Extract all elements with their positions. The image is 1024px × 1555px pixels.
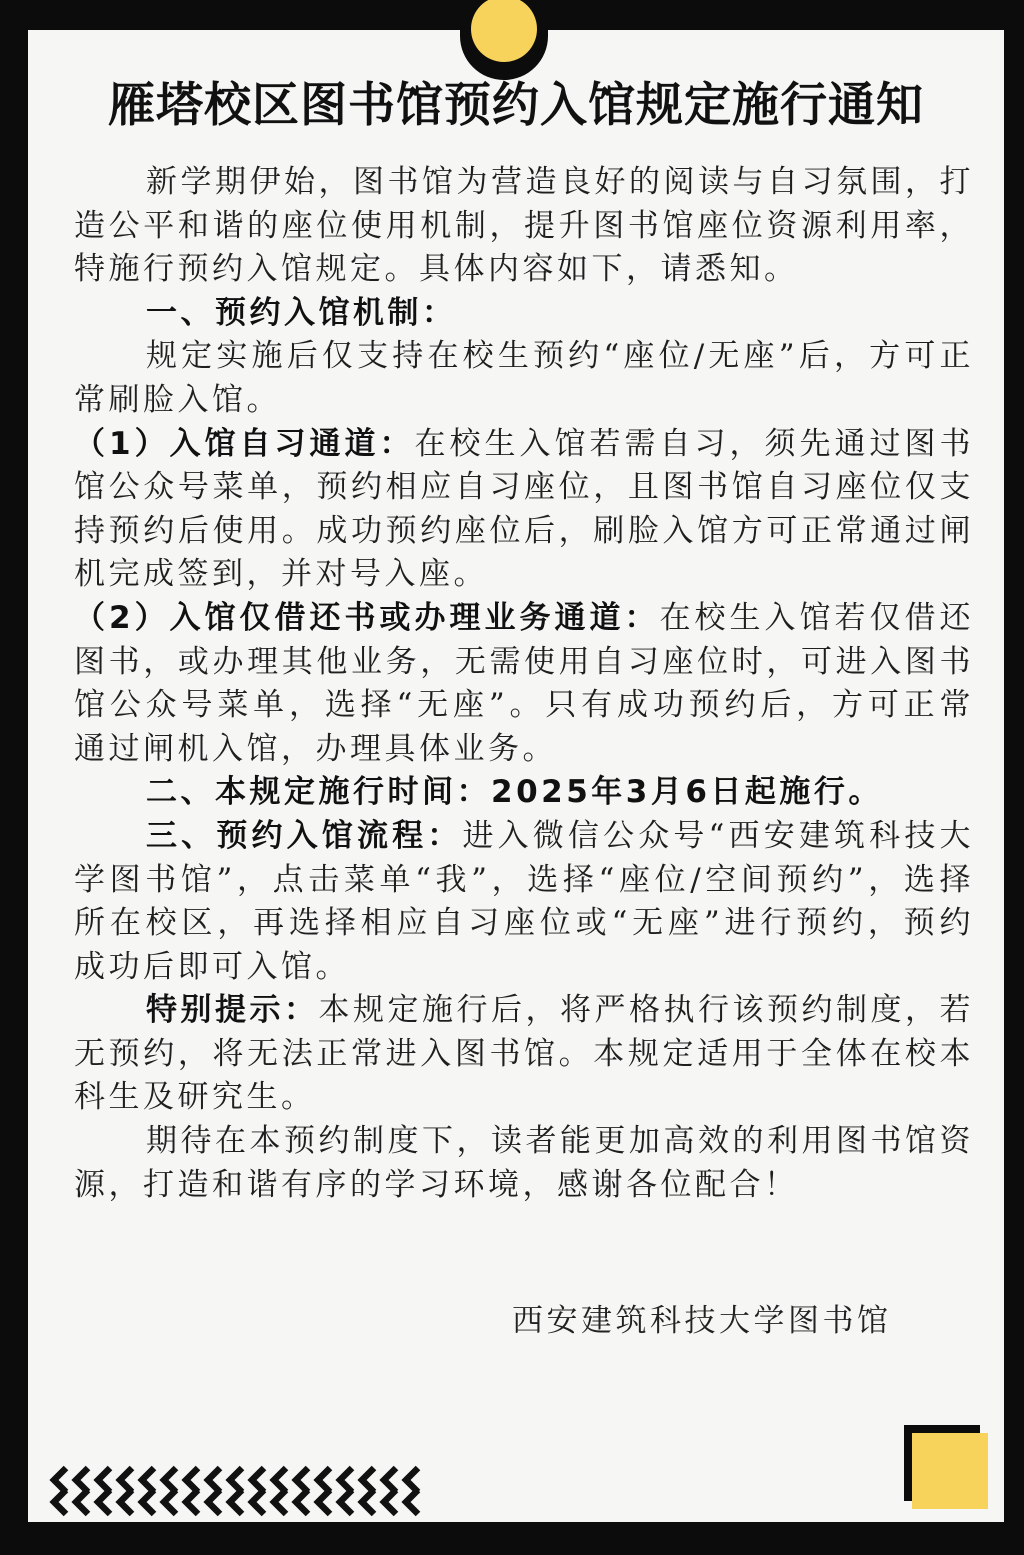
notice-label: 特别提示： xyxy=(146,992,319,1029)
intro-paragraph: 新学期伊始，图书馆为营造良好的阅读与自习氛围，打造公平和谐的座位使用机制，提升图书馆座位资源利用率，特施行预约入馆规定。具体内容如下，请悉知。 xyxy=(74,164,974,288)
notice-text: 本规定施行后，将严格执行该预约制度，若无预约，将无法正常进入图书馆。本规定适用于全体在校本科生及研究生。 xyxy=(74,992,974,1116)
chevron-mark xyxy=(208,1490,220,1514)
section2-paragraph: 二、本规定施行时间：2025年3月6日起施行。 xyxy=(146,774,883,811)
item2-label: （2）入馆仅借还书或办理业务通道： xyxy=(74,599,660,636)
notice-body xyxy=(74,161,974,1207)
chevron-mark xyxy=(318,1490,330,1514)
signature: 西安建筑科技大学图书馆 xyxy=(512,1303,892,1339)
yellow-square-icon xyxy=(912,1433,988,1509)
item1-text: 在校生入馆若需自习，须先通过图书馆公众号菜单，预约相应自习座位，且图书馆自习座位仅支持预约后使用。成功预约座位后，刷脸入馆方可正常通过闸机完成签到，并对号入座。 xyxy=(74,425,974,593)
section3-heading: 三、预约入馆流程： xyxy=(146,817,463,854)
notice-card xyxy=(28,30,1004,1522)
item1-paragraph xyxy=(74,423,974,597)
chevron-mark xyxy=(362,1490,374,1514)
chevron-mark xyxy=(54,1490,66,1514)
closing-paragraph: 期待在本预约制度下，读者能更加高效的利用图书馆资源，打造和谐有序的学习环境，感谢各位配合！ xyxy=(74,1123,974,1203)
chevron-mark xyxy=(186,1490,198,1514)
chevron-mark xyxy=(384,1490,396,1514)
chevron-mark xyxy=(76,1490,88,1514)
chevron-mark xyxy=(274,1490,286,1514)
chevron-pattern-icon xyxy=(38,1464,422,1518)
section1-text: 规定实施后仅支持在校生预约“座位/无座”后，方可正常刷脸入馆。 xyxy=(74,338,974,418)
notice-title: 雁塔校区图书馆预约入馆规定施行通知 xyxy=(108,78,924,133)
notice-paragraph xyxy=(74,989,974,1120)
chevron-mark xyxy=(296,1490,308,1514)
chevron-mark xyxy=(98,1490,110,1514)
chevron-mark xyxy=(120,1490,132,1514)
chevron-mark xyxy=(340,1490,352,1514)
section1-heading: 一、预约入馆机制： xyxy=(146,294,457,331)
item2-paragraph xyxy=(74,597,974,771)
section3-text: 进入微信公众号“西安建筑科技大学图书馆”，点击菜单“我”，选择“座位/空间预约”，选择所在校区，再选择相应自习座位或“无座”进行预约，预约成功后即可入馆。 xyxy=(74,817,975,985)
chevron-mark xyxy=(142,1490,154,1514)
chevron-mark xyxy=(252,1490,264,1514)
item2-text: 在校生入馆若仅借还图书，或办理其他业务，无需使用自习座位时，可进入图书馆公众号菜单，选择“无座”。只有成功预约后，方可正常通过闸机入馆，办理具体业务。 xyxy=(74,599,974,767)
section3-paragraph xyxy=(74,815,974,989)
chevron-mark xyxy=(406,1490,418,1514)
item1-label: （1）入馆自习通道： xyxy=(74,425,415,462)
chevron-mark xyxy=(164,1490,176,1514)
chevron-mark xyxy=(230,1490,242,1514)
